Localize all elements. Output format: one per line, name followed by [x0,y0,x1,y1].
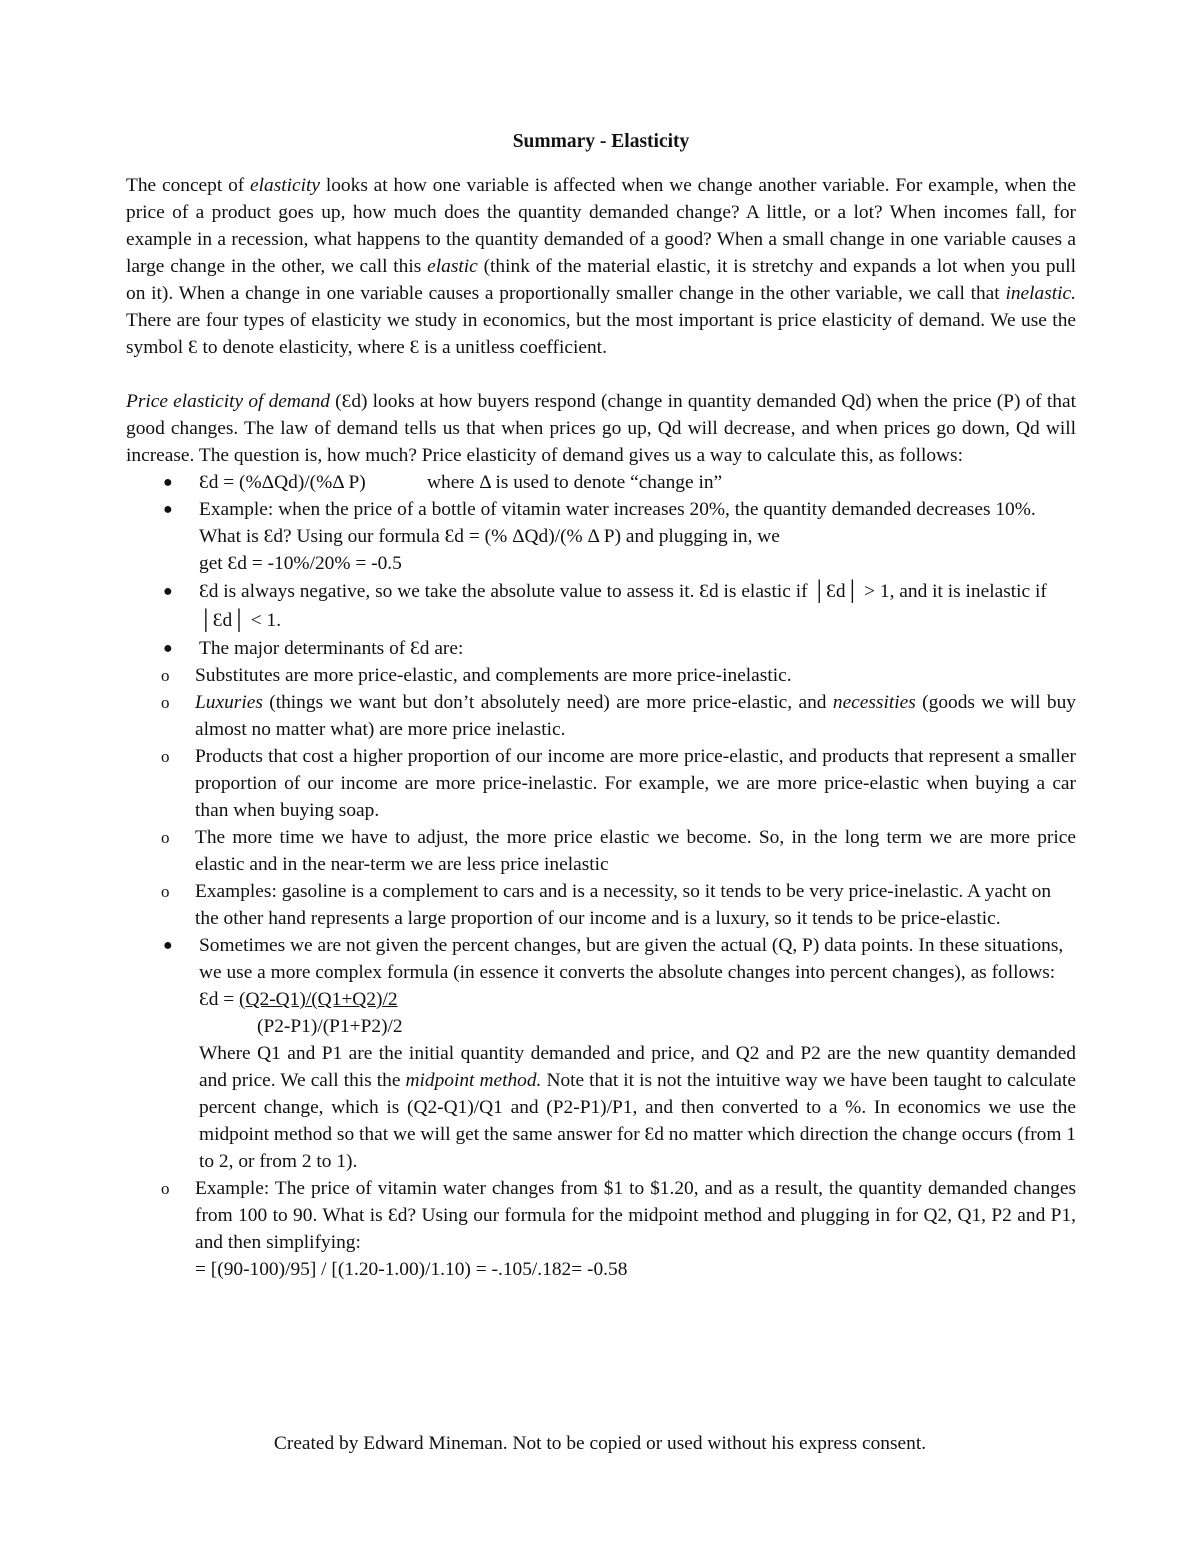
formula-denominator: (P2-P1)/(P1+P2)/2 [257,1016,403,1037]
term-necessities: necessities [832,692,916,713]
midpoint-example-list [126,1175,1076,1283]
midpoint-example-text: Example: The price of vitamin water changes from $1 to $1.20, and as a result, the quantity demanded changes from 100 to 90. What is Ɛd? Using our formula for the midpoint method and plugging in for Q2, Q1, P2 and P1, and then simplifying: [195,1178,1076,1253]
circle-bullet-icon: o [161,693,170,712]
copyright-footer: Created by Edward Mineman. Not to be copied or used without his express consent. [273,1433,927,1454]
bullet-formula [126,469,1076,496]
term-midpoint-method: midpoint method. [405,1070,542,1091]
midpoint-text: Note that it is not the intuitive way we have been taught to calculate percent change, which is (Q2-Q1)/Q1 and (P2-P1)/P1, and then converted to a %. In economics we use the midpoint method so that we will get the same answer for Ɛd no matter which direction the change occurs (from 1 to 2, or from 2 to 1). [199,1070,1076,1172]
term-luxuries: Luxuries [195,692,263,713]
term-elastic: elastic [427,256,478,277]
delta-note: where Δ is used to denote “change in” [427,472,723,493]
intro-text: looks at how one variable is affected when we change another variable. For example, when the price of a product goes up, how much does the quantity demanded change? A little, or a lot? When incomes fall, for example in a recession, what happens to the quantity demanded of a good? When a small change in one variable causes a large change in the other, we call this [126,175,1076,277]
formula-numerator: (Q2-Q1)/(Q1+Q2)/2 [239,989,398,1010]
intro-text: The concept of [126,175,251,196]
determinant-text: Examples: gasoline is a complement to cars and is a necessity, so it tends to be very price-inelastic. A yacht on the other hand represents a large proportion of our income and is a luxury, so it tends to be price-elastic. [195,881,1052,929]
formula-lhs: Ɛd = [199,989,240,1010]
bullet-determinants [126,635,1076,932]
term-inelastic: inelastic. [1005,283,1076,304]
determinant-item [126,824,1076,878]
bullet-icon: ● [163,501,173,518]
bullet-icon: ● [163,937,173,954]
circle-bullet-icon: o [161,747,170,766]
determinant-text: (goods we will buy almost no matter what) are more price inelastic. [195,692,1076,740]
example-text: Example: when the price of a bottle of vitamin water increases 20%, the quantity demanded decreases 10%. What is Ɛd? Using our formula Ɛd = (% ΔQd)/(% Δ P) and plugging in, we [199,499,1036,547]
determinants-heading: The major determinants of Ɛd are: [199,638,464,659]
midpoint-example [126,1175,1076,1283]
circle-bullet-icon: o [161,666,170,685]
intro-text: (think of the material elastic, it is stretchy and expands a lot when you pull on it). When a change in one variable causes a proportionally smaller change in the other variable, we call that [126,256,1077,304]
bullet-icon: ● [163,474,173,491]
determinant-item [126,689,1076,743]
midpoint-intro: Sometimes we are not given the percent changes, but are given the actual (Q, P) data points. In these situations, we use a more complex formula (in essence it converts the absolute changes into percent changes), as follows: [199,935,1064,983]
bullet-list [126,469,1076,1283]
determinant-text: (things we want but don’t absolutely need) are more price-elastic, and [262,692,833,713]
circle-bullet-icon: o [161,882,170,901]
determinants-list [126,662,1076,932]
midpoint-text: Where Q1 and P1 are the initial quantity demanded and price, and Q2 and P2 are the new quantity demanded and price. We call this the [199,1043,1076,1091]
determinant-item [126,662,1076,689]
bullet-example [126,496,1076,577]
term-elasticity: elasticity [250,175,321,196]
circle-bullet-icon: o [161,1179,170,1198]
intro-paragraph [126,172,1076,361]
ped-paragraph [126,388,1076,469]
term-price-elasticity: Price elasticity of demand [126,391,330,412]
bullet-icon: ● [163,640,173,657]
bullet-icon: ● [163,583,173,600]
determinant-item [126,743,1076,824]
midpoint-explanation [199,1040,1076,1175]
absolute-value-text: Ɛd is always negative, so we take the absolute value to assess it. Ɛd is elastic if │Ɛd│ > 1, and it is inelastic if │Ɛd│ < 1. [199,581,1047,631]
bullet-absolute-value [126,577,1076,635]
bullet-midpoint [126,932,1076,1283]
elasticity-formula: Ɛd = (%ΔQd)/(%Δ P) [199,472,366,493]
page-title: Summary - Elasticity [512,131,690,152]
document-page [126,128,1076,1283]
determinant-text: The more time we have to adjust, the more price elastic we become. So, in the long term we are more price elastic and in the near-term we are less price inelastic [195,827,1076,875]
spacer [126,361,1076,388]
determinant-text: Products that cost a higher proportion of our income are more price-elastic, and products that represent a smaller proportion of our income are more price-inelastic. For example, we are more price-elastic when buying a car than when buying soap. [195,746,1076,821]
circle-bullet-icon: o [161,828,170,847]
ped-text: (Ɛd) looks at how buyers respond (change in quantity demanded Qd) when the price (P) of that good changes. The law of demand tells us that when prices go up, Qd will decrease, and when prices go down, Qd will increase. The question is, how much? Price elasticity of demand gives us a way to calculate this, as follows: [126,391,1076,466]
determinant-text: Substitutes are more price-elastic, and complements are more price-inelastic. [195,665,792,686]
example-result: get Ɛd = -10%/20% = -0.5 [199,553,402,574]
midpoint-calculation: = [(90-100)/95] / [(1.20-1.00)/1.10) = -.105/.182= -0.58 [195,1259,628,1280]
intro-text: There are four types of elasticity we study in economics, but the most important is price elasticity of demand. We use the symbol Ɛ to denote elasticity, where Ɛ is a unitless coefficient. [126,310,1076,358]
midpoint-formula-numerator [199,986,1076,1013]
determinant-item [126,878,1076,932]
